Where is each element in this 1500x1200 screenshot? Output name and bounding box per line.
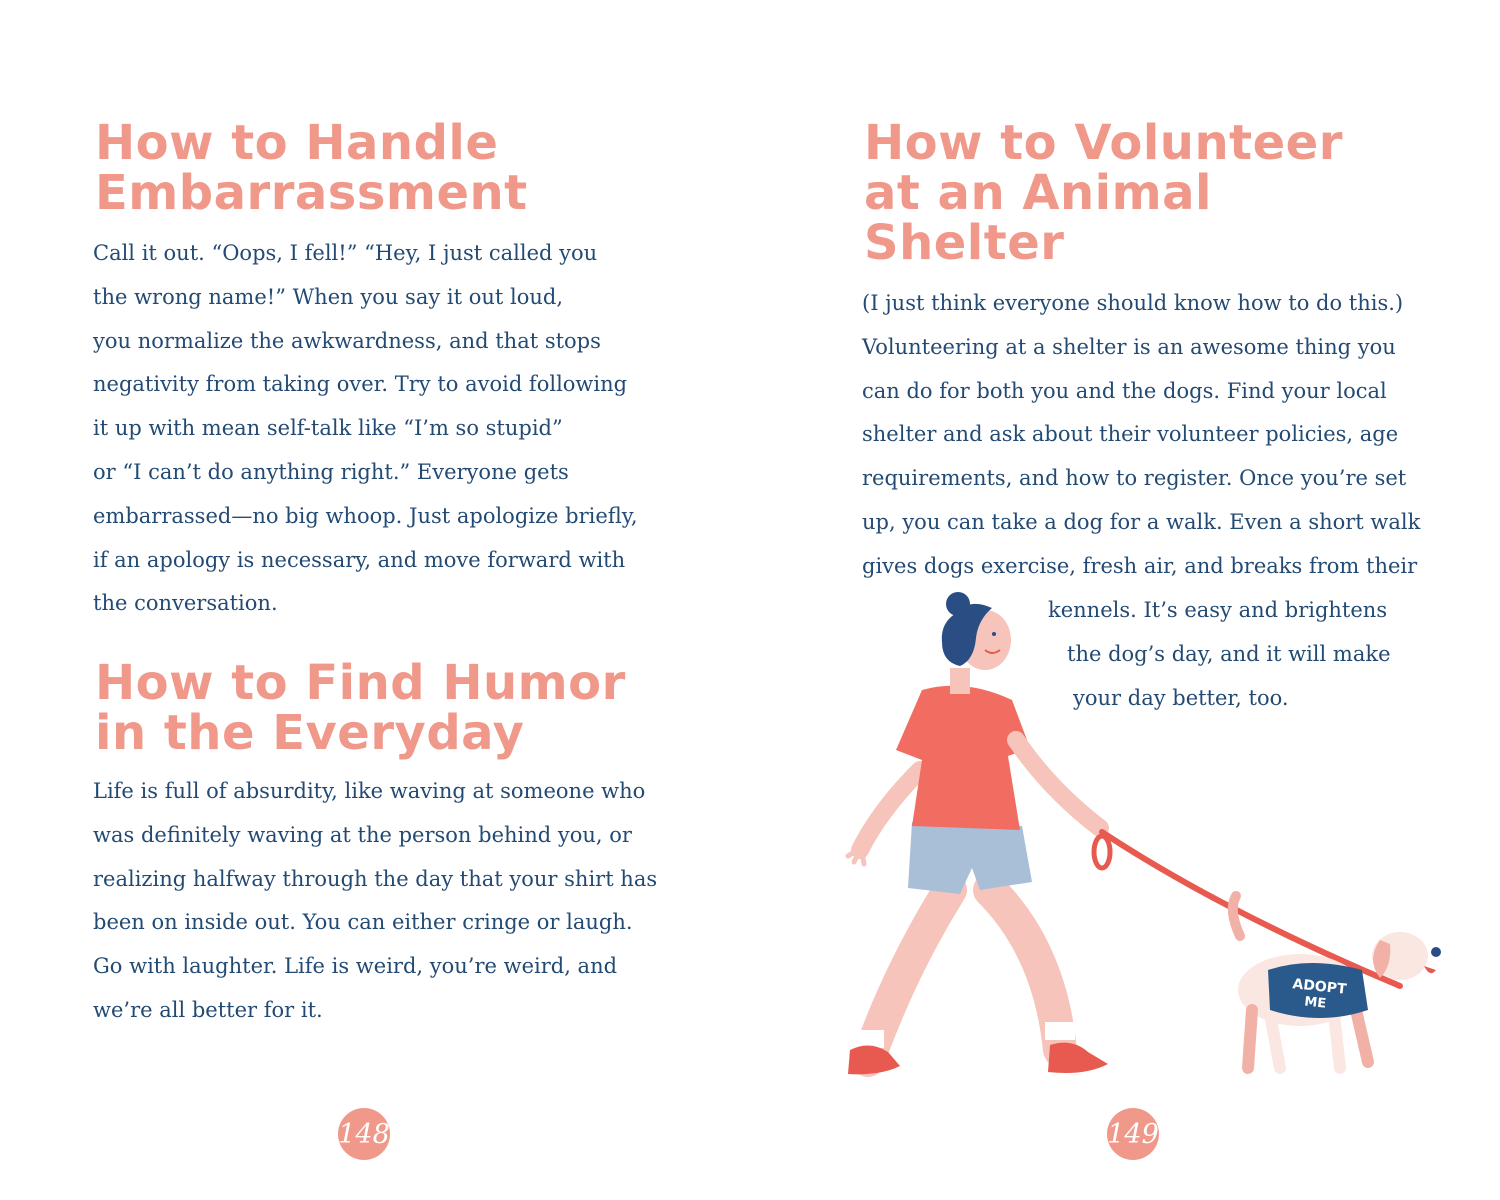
dog-tail (1233, 896, 1240, 936)
dog-vest-text-me: ME (1303, 994, 1327, 1012)
dog-vest-text-adopt: ADOPT (1291, 976, 1348, 998)
woman-back-sock (852, 1030, 884, 1048)
woman-hair-bun (946, 592, 970, 616)
dog-nose (1431, 947, 1441, 957)
heading-find-humor: How to Find Humor in the Everyday (95, 655, 626, 761)
page-number-149: 149 (1107, 1108, 1159, 1160)
woman-front-arm (1016, 740, 1100, 828)
body-find-humor: Life is full of absurdity, like waving at someone who was definitely waving at the person behind you, or realizing halfway through the day that your shirt has been on inside out. You can either cringe or laugh. Go with laughter. Life is weird, you’re weird, and we’re all better for it. (93, 779, 658, 1022)
woman-back-shoe (848, 1045, 900, 1074)
heading-handle-embarrassment: How to Handle Embarrassment (95, 115, 528, 221)
woman-back-arm (860, 770, 920, 850)
woman-back-hand (848, 848, 864, 864)
body-volunteer-shelter: (I just think everyone should know how to do this.) Volunteering at a shelter is an awesome thing you can do for both you and the dogs. Find your local shelter and ask about their volunteer policies, age requirements, and how to register. Once you’re set up, you can take a dog for a walk. Even a short walk gives dogs exercise, fresh air, and breaks from their (862, 291, 1421, 578)
body-volunteer-wrap: kennels. It’s easy and brightens the dog’s day, and it will make your day better, too. (1048, 598, 1391, 710)
woman-shorts (908, 822, 1032, 894)
dog-leg-front (1334, 1014, 1340, 1068)
woman-front-shoe (1048, 1043, 1108, 1073)
leash (1102, 832, 1400, 986)
dog-leg-back (1248, 1010, 1252, 1068)
dog-tongue (1424, 966, 1436, 973)
woman-front-sock (1045, 1022, 1075, 1040)
dog-leg-front-2 (1356, 1010, 1368, 1062)
woman-eye (992, 632, 996, 636)
page-number-148: 148 (338, 1108, 390, 1160)
leash-handle (1094, 836, 1110, 868)
heading-volunteer-shelter: How to Volunteer at an Animal Shelter (864, 115, 1343, 271)
right-page (750, 0, 1500, 1200)
woman-neck (950, 668, 970, 694)
woman-shirt (896, 686, 1030, 830)
woman-walking-dog-illustration (840, 590, 1450, 1090)
body-handle-embarrassment: Call it out. “Oops, I fell!” “Hey, I just called you the wrong name!” When you say it out loud, you normalize the awkwardness, and that stops negativity from taking over. Try to avoid following it up with mean self-talk like “I’m so stupid” or “I can’t do anything right.” Everyone gets embarrassed—no big whoop. Just apologize briefly, if an apology is necessary, and move forward with the conversation. (93, 241, 638, 616)
